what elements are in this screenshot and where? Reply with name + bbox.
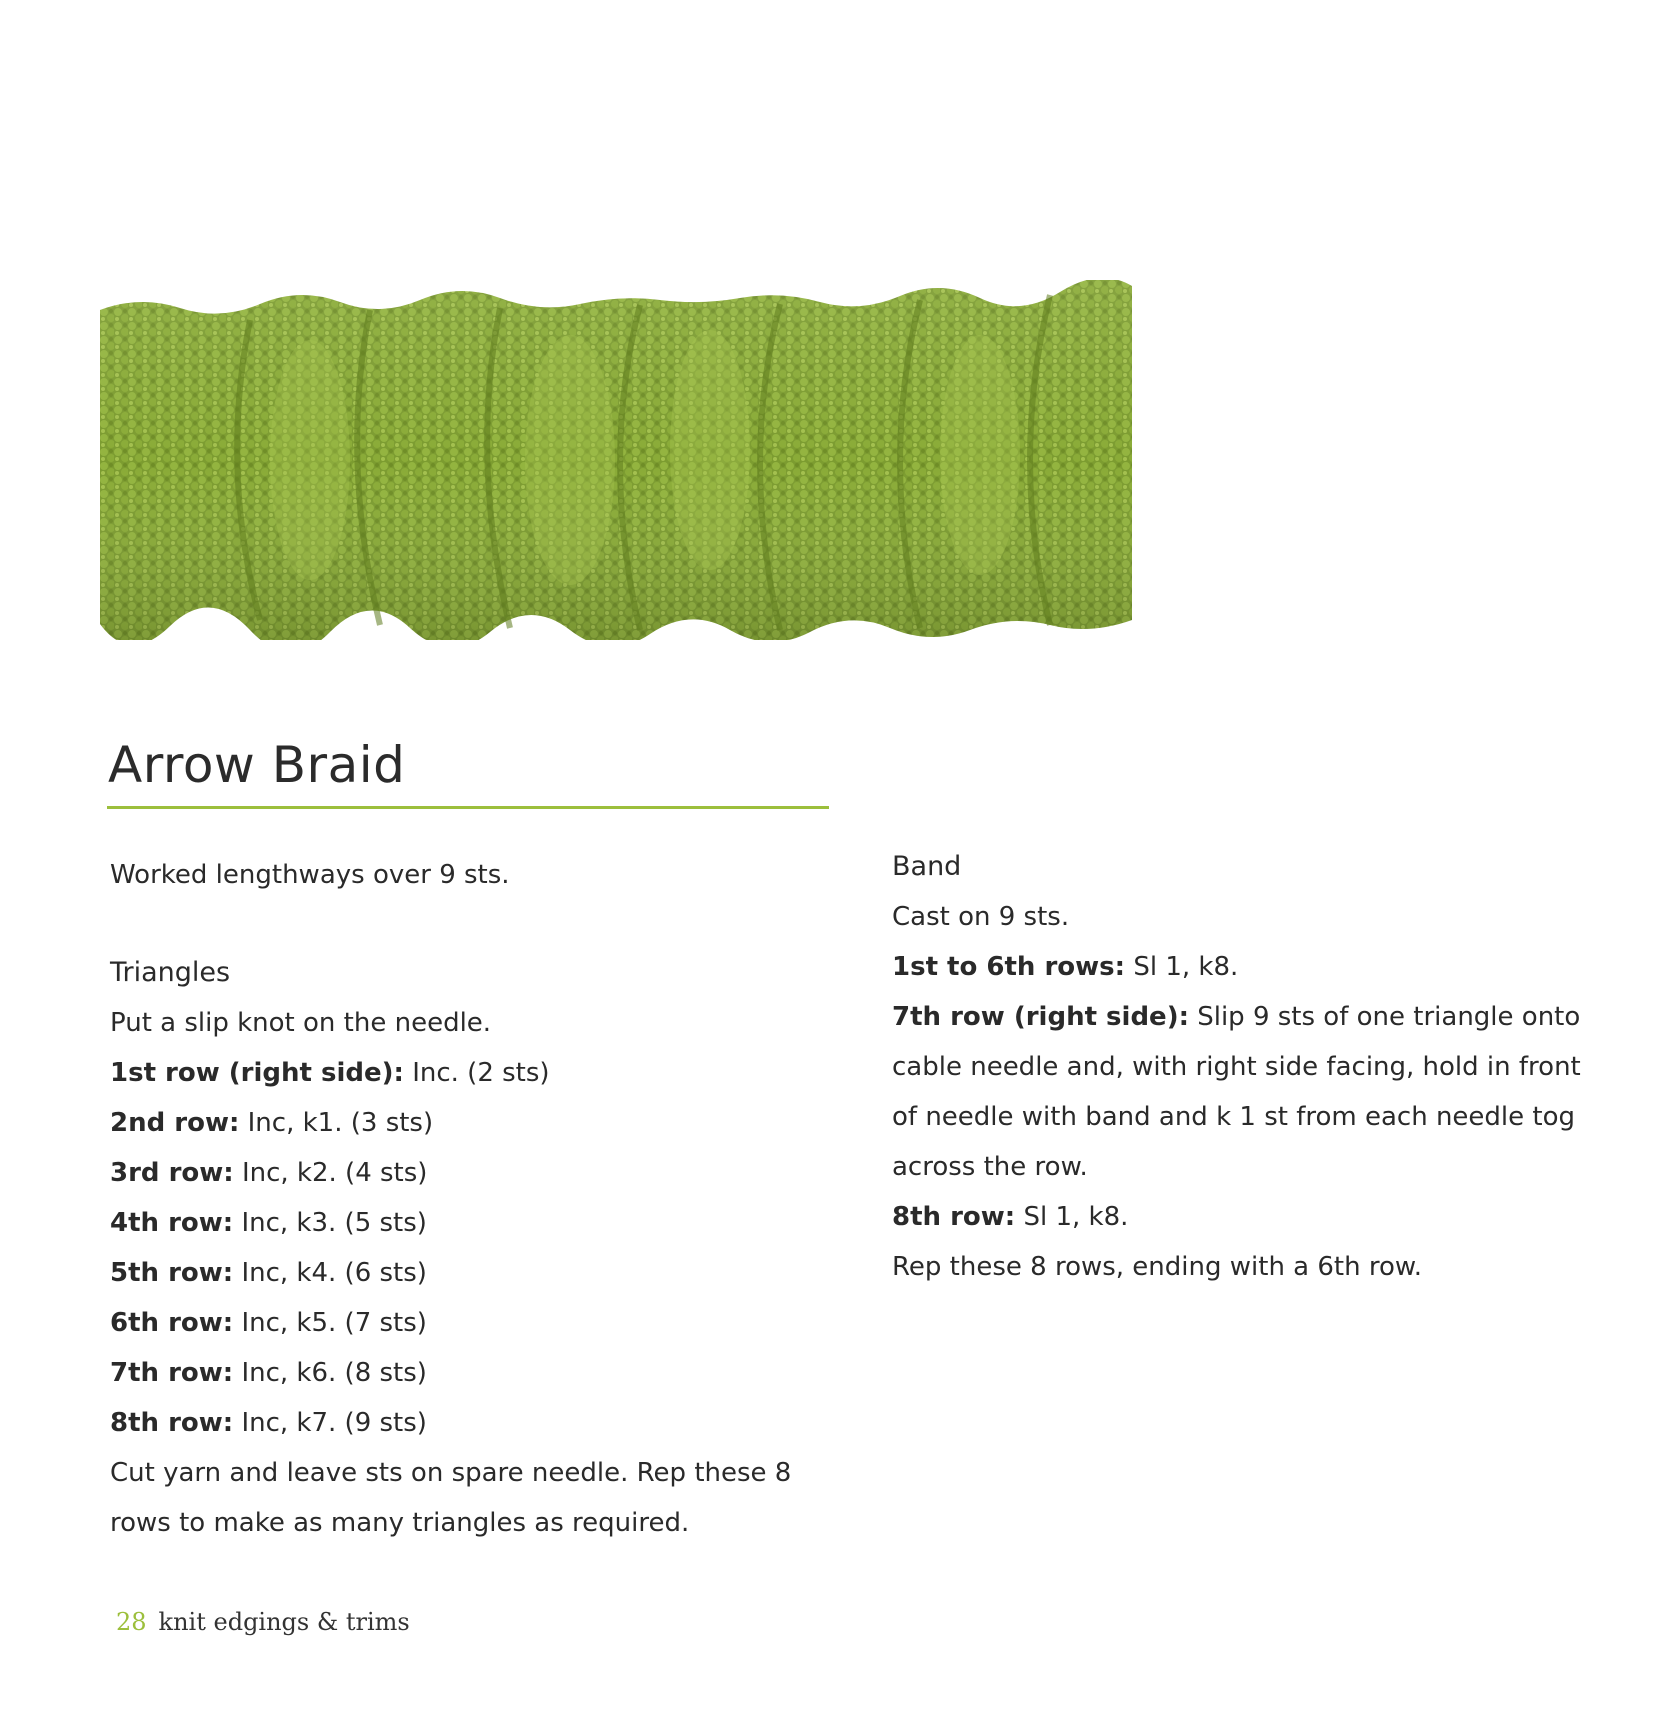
row-label: 5th row:: [110, 1258, 234, 1288]
triangle-row-1: [110, 1048, 850, 1098]
row-text: Slip 9 sts of one triangle onto cable needle and, with right side facing, hold in front of needle with band and k 1 st from each needle tog across the row.: [892, 1002, 1581, 1182]
triangle-row-4: [110, 1198, 850, 1248]
triangles-first-line: Put a slip knot on the needle.: [110, 1008, 492, 1038]
row-text: Inc. (2 sts): [403, 1058, 550, 1088]
triangle-row-3: [110, 1148, 850, 1198]
triangles-heading: Triangles: [110, 957, 231, 988]
book-title: knit edgings & trims: [158, 1608, 410, 1636]
row-text: Inc, k5. (7 sts): [233, 1308, 427, 1338]
row-text: Inc, k6. (8 sts): [233, 1358, 427, 1388]
row-text: Sl 1, k8.: [1125, 952, 1239, 982]
page-footer: [116, 1608, 410, 1636]
row-text: Inc, k4. (6 sts): [233, 1258, 427, 1288]
row-text: Inc, k7. (9 sts): [233, 1408, 427, 1438]
band-heading: Band: [892, 851, 962, 882]
triangle-row-2: [110, 1098, 850, 1148]
row-label: 7th row (right side):: [892, 1002, 1189, 1032]
row-label: 4th row:: [110, 1208, 234, 1238]
row-label: 3rd row:: [110, 1158, 234, 1188]
band-column: [892, 842, 1592, 1292]
row-label: 6th row:: [110, 1308, 234, 1338]
row-label: 2nd row:: [110, 1108, 240, 1138]
band-row-8: [892, 1192, 1592, 1242]
triangle-row-6: [110, 1298, 850, 1348]
page-number: 28: [116, 1608, 147, 1636]
triangle-row-7: [110, 1348, 850, 1398]
triangle-row-5: [110, 1248, 850, 1298]
triangle-row-8: [110, 1398, 850, 1448]
triangles-column: [110, 850, 850, 1548]
row-text: Inc, k3. (5 sts): [233, 1208, 427, 1238]
row-text: Inc, k2. (4 sts): [233, 1158, 428, 1188]
intro-text: Worked lengthways over 9 sts.: [110, 860, 510, 890]
row-text: Sl 1, k8.: [1015, 1202, 1129, 1232]
page-title: Arrow Braid: [108, 736, 406, 794]
band-row-7: [892, 992, 1592, 1192]
row-text: Inc, k1. (3 sts): [239, 1108, 434, 1138]
row-label: 1st to 6th rows:: [892, 952, 1126, 982]
band-row-1: [892, 942, 1592, 992]
band-first-line: Cast on 9 sts.: [892, 902, 1070, 932]
band-closing: Rep these 8 rows, ending with a 6th row.: [892, 1252, 1423, 1282]
row-label: 1st row (right side):: [110, 1058, 404, 1088]
title-divider: [107, 806, 829, 809]
braid-illustration: [100, 280, 1132, 640]
row-label: 8th row:: [892, 1202, 1016, 1232]
knitted-braid-photo: [100, 280, 1132, 640]
row-label: 8th row:: [110, 1408, 234, 1438]
row-label: 7th row:: [110, 1358, 234, 1388]
triangles-closing: Cut yarn and leave sts on spare needle. Rep these 8 rows to make as many triangles as required.: [110, 1458, 792, 1538]
